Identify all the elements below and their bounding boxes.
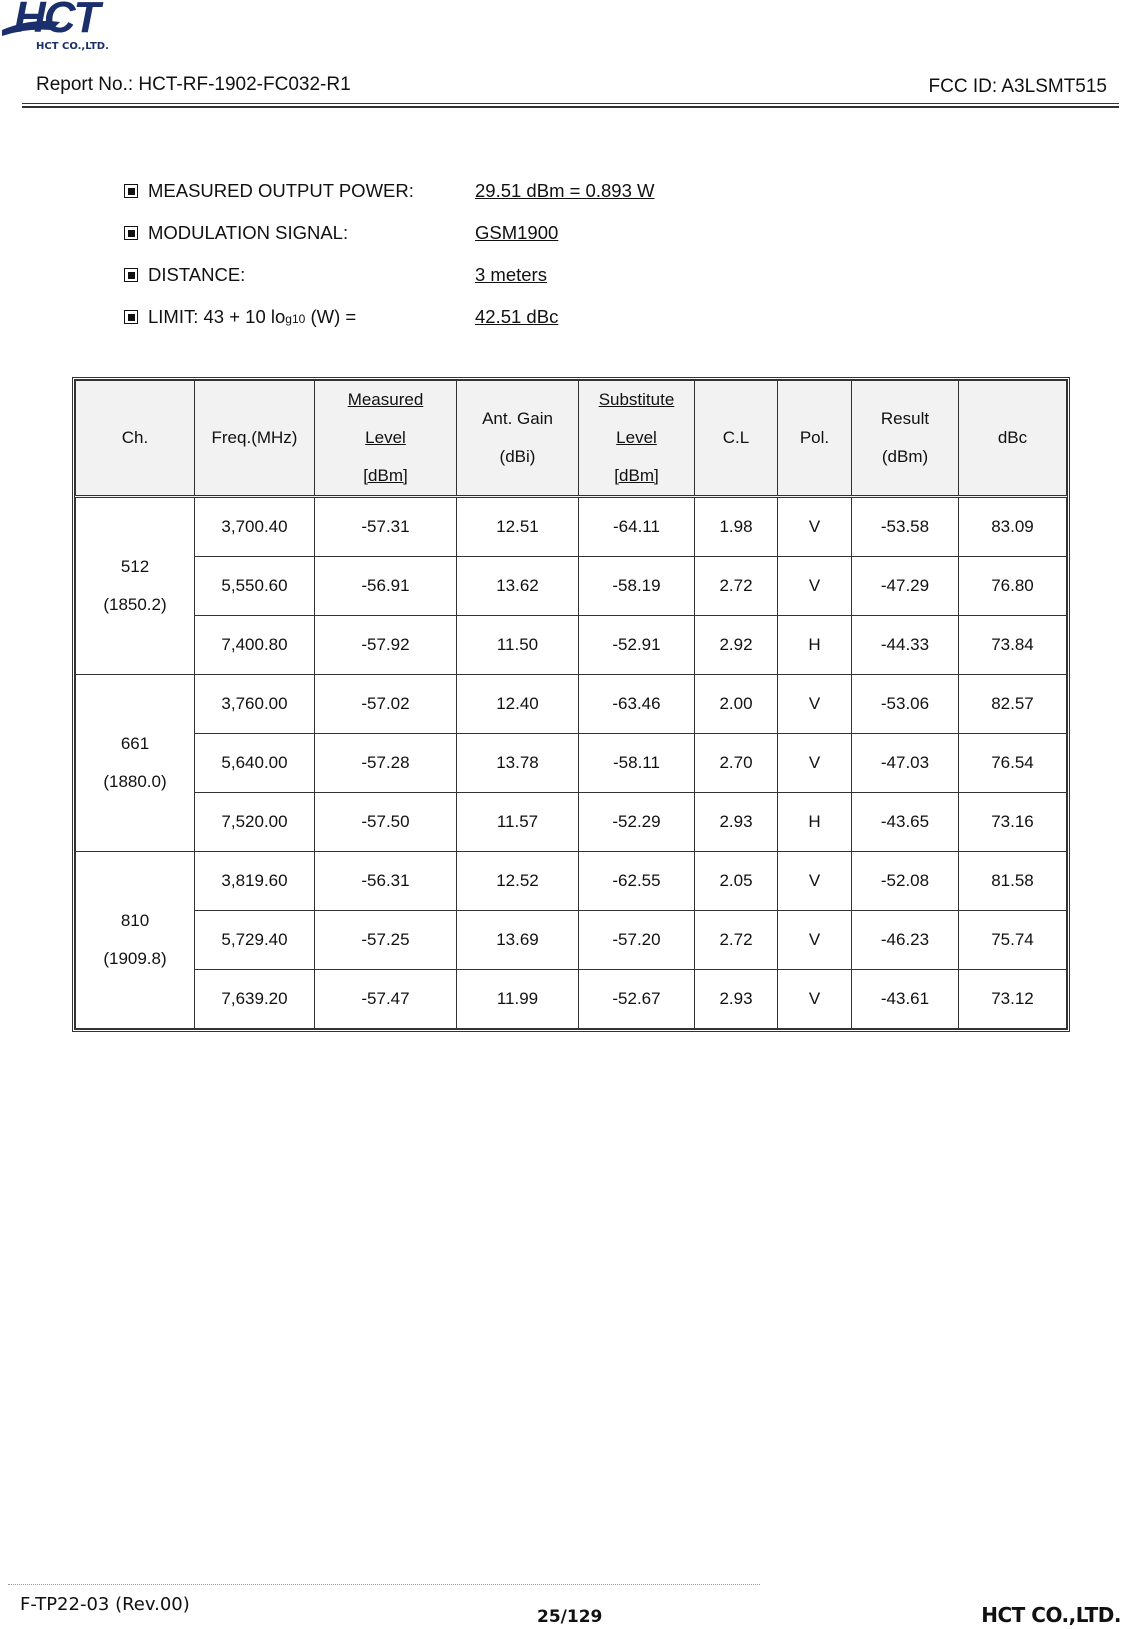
cell-pol: V (778, 675, 852, 734)
cell-cl: 2.05 (695, 852, 778, 911)
table-header-row (76, 381, 1067, 497)
cell-result: -52.08 (852, 852, 959, 911)
cell-measured-level: -57.92 (315, 616, 457, 675)
header-ch: Ch. (76, 381, 195, 497)
form-number: F-TP22-03 (Rev.00) (20, 1594, 190, 1615)
cell-ant-gain: 11.99 (457, 970, 579, 1029)
table-row (76, 852, 1067, 911)
cell-result: -53.06 (852, 675, 959, 734)
spurious-emission-table (72, 377, 1070, 1032)
cell-freq: 7,520.00 (195, 793, 315, 852)
cell-measured-level: -57.25 (315, 911, 457, 970)
channel-cell: 512 (1850.2) (76, 497, 195, 675)
distance-value: 3 meters (475, 264, 547, 285)
table-row (76, 497, 1067, 557)
cell-ant-gain: 12.51 (457, 497, 579, 557)
table-row (76, 675, 1067, 734)
cell-measured-level: -57.50 (315, 793, 457, 852)
cell-dbc: 73.12 (959, 970, 1067, 1029)
cell-substitute-level: -52.29 (579, 793, 695, 852)
channel-cell: 810 (1909.8) (76, 852, 195, 1029)
header-result: Result (dBm) (852, 381, 959, 497)
cell-freq: 7,639.20 (195, 970, 315, 1029)
cell-pol: H (778, 616, 852, 675)
cell-pol: H (778, 793, 852, 852)
output-power-value: 29.51 dBm = 0.893 W (475, 180, 655, 201)
cell-substitute-level: -52.91 (579, 616, 695, 675)
cell-dbc: 82.57 (959, 675, 1067, 734)
cell-substitute-level: -62.55 (579, 852, 695, 911)
modulation-label: MODULATION SIGNAL: (148, 222, 349, 243)
cell-ant-gain: 12.40 (457, 675, 579, 734)
cell-result: -43.61 (852, 970, 959, 1029)
cell-dbc: 73.16 (959, 793, 1067, 852)
cell-measured-level: -57.02 (315, 675, 457, 734)
cell-dbc: 76.80 (959, 557, 1067, 616)
cell-ant-gain: 13.69 (457, 911, 579, 970)
output-power-label: MEASURED OUTPUT POWER: (148, 180, 414, 201)
table-row (76, 616, 1067, 675)
header-substitute-level: Substitute Level [dBm] (579, 381, 695, 497)
footer-divider (8, 1584, 760, 1585)
summary-output-power (124, 180, 824, 222)
header-divider (22, 103, 1119, 104)
logo-subtext: HCT CO.,LTD. (36, 41, 109, 52)
cell-dbc: 75.74 (959, 911, 1067, 970)
summary-limit (124, 306, 824, 348)
cell-result: -47.29 (852, 557, 959, 616)
cell-measured-level: -57.47 (315, 970, 457, 1029)
cell-pol: V (778, 734, 852, 793)
table-row (76, 911, 1067, 970)
channel-cell: 661 (1880.0) (76, 675, 195, 852)
header-ant-gain: Ant. Gain (dBi) (457, 381, 579, 497)
distance-label: DISTANCE: (148, 264, 246, 285)
cell-result: -43.65 (852, 793, 959, 852)
company-logo (0, 0, 160, 56)
cell-substitute-level: -63.46 (579, 675, 695, 734)
summary-distance (124, 264, 824, 306)
header-pol: Pol. (778, 381, 852, 497)
cell-pol: V (778, 497, 852, 557)
header-measured-level: Measured Level [dBm] (315, 381, 457, 497)
cell-cl: 2.70 (695, 734, 778, 793)
cell-cl: 2.72 (695, 557, 778, 616)
report-number: Report No.: HCT-RF-1902-FC032-R1 (36, 74, 351, 95)
cell-pol: V (778, 852, 852, 911)
svg-text:HCT: HCT (14, 0, 99, 42)
checkbox-square-icon (124, 184, 138, 198)
checkbox-square-icon (124, 226, 138, 240)
checkbox-square-icon (124, 310, 138, 324)
cell-result: -47.03 (852, 734, 959, 793)
cell-dbc: 76.54 (959, 734, 1067, 793)
cell-ant-gain: 13.62 (457, 557, 579, 616)
cell-measured-level: -56.31 (315, 852, 457, 911)
table-row (76, 557, 1067, 616)
table-row (76, 970, 1067, 1029)
cell-cl: 2.93 (695, 970, 778, 1029)
checkbox-square-icon (124, 268, 138, 282)
cell-freq: 3,700.40 (195, 497, 315, 557)
cell-dbc: 73.84 (959, 616, 1067, 675)
header-cl: C.L (695, 381, 778, 497)
limit-label: LIMIT: 43 + 10 log10 (W) = (148, 306, 357, 327)
cell-freq: 7,400.80 (195, 616, 315, 675)
cell-freq: 5,550.60 (195, 557, 315, 616)
hct-logo-icon (0, 0, 160, 56)
cell-measured-level: -57.31 (315, 497, 457, 557)
footer-company-logo: HCT CO.,LTD. (981, 1603, 1121, 1627)
cell-pol: V (778, 970, 852, 1029)
cell-cl: 1.98 (695, 497, 778, 557)
table-row (76, 734, 1067, 793)
cell-substitute-level: -52.67 (579, 970, 695, 1029)
cell-cl: 2.00 (695, 675, 778, 734)
limit-value: 42.51 dBc (475, 306, 559, 327)
measurement-summary (124, 180, 824, 348)
header-freq: Freq.(MHz) (195, 381, 315, 497)
header-dbc: dBc (959, 381, 1067, 497)
cell-freq: 3,819.60 (195, 852, 315, 911)
cell-pol: V (778, 911, 852, 970)
cell-cl: 2.72 (695, 911, 778, 970)
cell-freq: 5,640.00 (195, 734, 315, 793)
cell-substitute-level: -58.11 (579, 734, 695, 793)
modulation-value: GSM1900 (475, 222, 559, 243)
cell-result: -44.33 (852, 616, 959, 675)
table-row (76, 793, 1067, 852)
header-divider-thick (22, 106, 1119, 108)
page-number: 25/129 (537, 1607, 603, 1627)
cell-freq: 5,729.40 (195, 911, 315, 970)
cell-pol: V (778, 557, 852, 616)
cell-cl: 2.93 (695, 793, 778, 852)
cell-result: -53.58 (852, 497, 959, 557)
cell-cl: 2.92 (695, 616, 778, 675)
cell-dbc: 83.09 (959, 497, 1067, 557)
cell-freq: 3,760.00 (195, 675, 315, 734)
cell-result: -46.23 (852, 911, 959, 970)
cell-dbc: 81.58 (959, 852, 1067, 911)
fcc-id: FCC ID: A3LSMT515 (928, 76, 1107, 97)
cell-ant-gain: 12.52 (457, 852, 579, 911)
cell-ant-gain: 11.50 (457, 616, 579, 675)
cell-substitute-level: -64.11 (579, 497, 695, 557)
cell-ant-gain: 11.57 (457, 793, 579, 852)
cell-measured-level: -57.28 (315, 734, 457, 793)
cell-ant-gain: 13.78 (457, 734, 579, 793)
summary-modulation (124, 222, 824, 264)
cell-substitute-level: -58.19 (579, 557, 695, 616)
cell-substitute-level: -57.20 (579, 911, 695, 970)
cell-measured-level: -56.91 (315, 557, 457, 616)
